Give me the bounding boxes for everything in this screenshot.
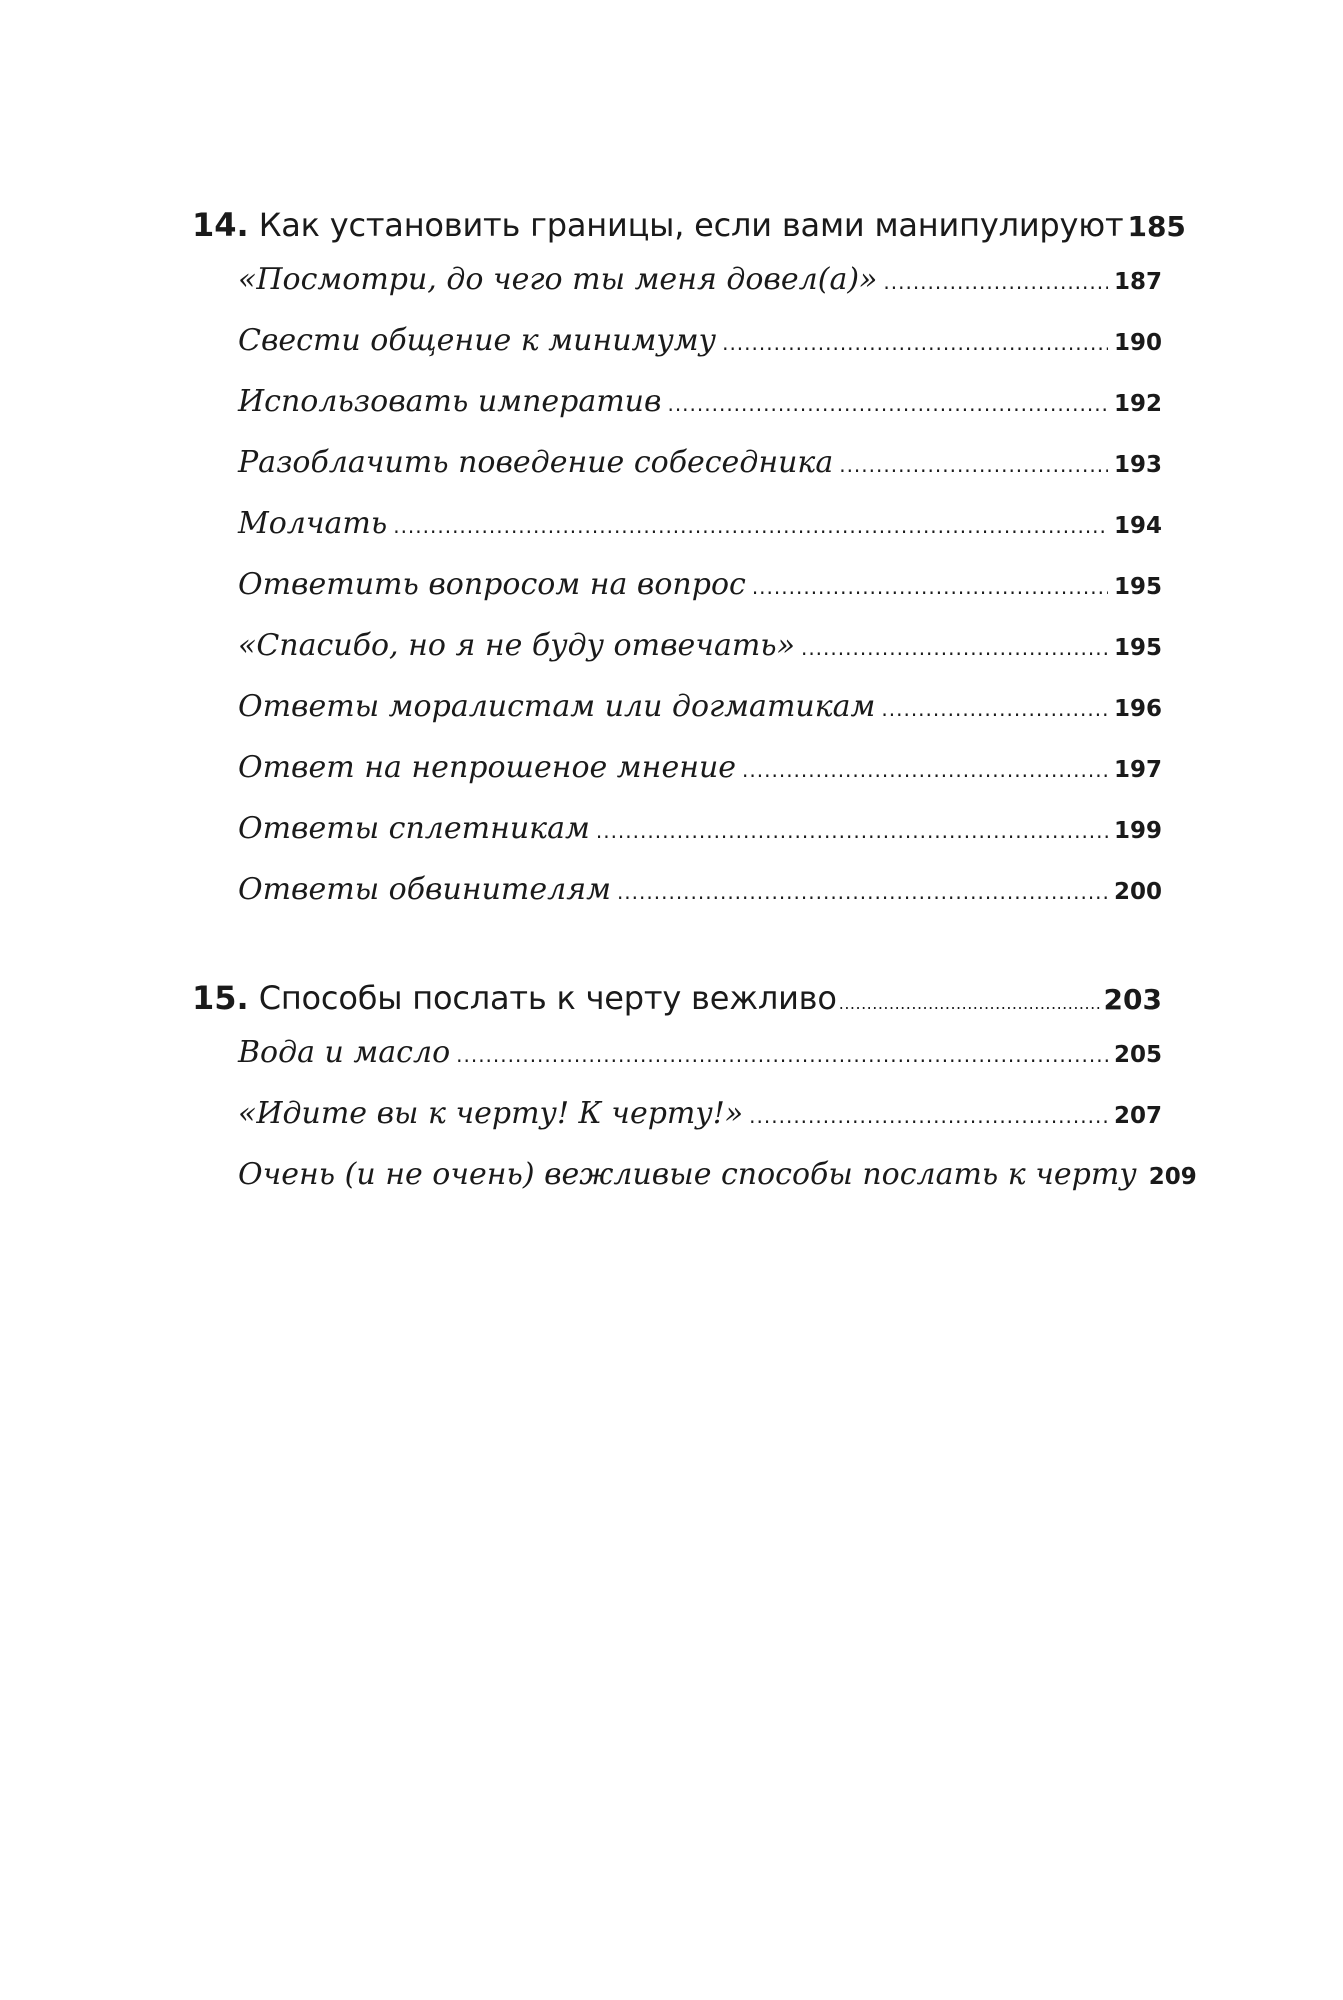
page-number: 197: [1113, 757, 1162, 783]
dot-leader: [742, 758, 1108, 782]
toc-item-title: Вода и масло: [238, 1035, 451, 1070]
toc-item[interactable]: [192, 384, 1162, 445]
toc-item[interactable]: [192, 872, 1162, 933]
toc-item-title: Ответы сплетникам: [238, 811, 590, 846]
toc-item-title: «Посмотри, до чего ты меня довел(а)»: [238, 262, 878, 297]
dot-leader: [749, 1104, 1108, 1128]
dot-leader: [801, 636, 1108, 660]
toc-item[interactable]: [192, 445, 1162, 506]
page-number: 196: [1113, 696, 1162, 722]
dot-leader: [456, 1043, 1108, 1067]
chapter-heading[interactable]: [192, 979, 1162, 1035]
toc-item-title: Использовать императив: [238, 384, 662, 419]
toc-item-title: Разоблачить поведение собеседника: [238, 445, 834, 480]
toc-item[interactable]: [192, 1157, 1197, 1218]
table-of-contents: [192, 206, 1197, 1218]
toc-item-title: Ответы обвинителям: [238, 872, 611, 907]
toc-item-title: Ответ на непрошеное мнение: [238, 750, 737, 785]
chapter-heading[interactable]: [192, 206, 1186, 262]
chapter-15: [192, 979, 1197, 1218]
chapter-number: 14.: [192, 206, 249, 244]
page-number: 200: [1113, 879, 1162, 905]
toc-item[interactable]: [192, 323, 1162, 384]
page-number: 207: [1113, 1103, 1162, 1129]
toc-item-title: Молчать: [238, 506, 388, 541]
dot-leader: [617, 880, 1108, 904]
page-number: 193: [1113, 452, 1162, 478]
page-number: 195: [1113, 635, 1162, 661]
dot-leader: [883, 270, 1108, 294]
toc-item[interactable]: [192, 811, 1162, 872]
toc-item-title: «Идите вы к черту! К черту!»: [238, 1096, 744, 1131]
dot-leader: [881, 697, 1108, 721]
page-number: 192: [1113, 391, 1162, 417]
dot-leader: [667, 392, 1108, 416]
dot-leader: [393, 514, 1108, 538]
toc-item-title: Ответы моралистам или догматикам: [238, 689, 876, 724]
dot-leader: [839, 453, 1108, 477]
dot-leader: [752, 575, 1108, 599]
toc-item-title: Ответить вопросом на вопрос: [238, 567, 746, 602]
page-number: 209: [1148, 1164, 1197, 1190]
toc-item[interactable]: [192, 1035, 1162, 1096]
toc-item[interactable]: [192, 750, 1162, 811]
toc-item-title: Свести общение к минимуму: [238, 323, 717, 358]
toc-item[interactable]: [192, 567, 1162, 628]
toc-item[interactable]: [192, 506, 1162, 567]
page-number: 203: [1103, 983, 1162, 1016]
page-number: 187: [1113, 269, 1162, 295]
page-number: 205: [1113, 1042, 1162, 1068]
chapter-number: 15.: [192, 979, 249, 1017]
page-number: 185: [1127, 210, 1186, 243]
dot-leader: [722, 331, 1108, 355]
toc-item[interactable]: [192, 689, 1162, 750]
toc-item[interactable]: [192, 628, 1162, 689]
page-number: 199: [1113, 818, 1162, 844]
toc-item-title: «Спасибо, но я не буду отвечать»: [238, 628, 795, 663]
page-number: 195: [1113, 574, 1162, 600]
dot-leader: [596, 819, 1108, 843]
toc-item[interactable]: [192, 262, 1162, 323]
page-number: 190: [1113, 330, 1162, 356]
toc-item[interactable]: [192, 1096, 1162, 1157]
chapter-14: [192, 206, 1186, 933]
toc-item-title: Очень (и не очень) вежливые способы послать к черту: [238, 1157, 1137, 1192]
page-number: 194: [1113, 513, 1162, 539]
chapter-title: Как установить границы, если вами манипулируют: [258, 206, 1124, 244]
dot-leader: [839, 994, 1102, 1013]
chapter-title: Способы послать к черту вежливо: [258, 979, 837, 1017]
